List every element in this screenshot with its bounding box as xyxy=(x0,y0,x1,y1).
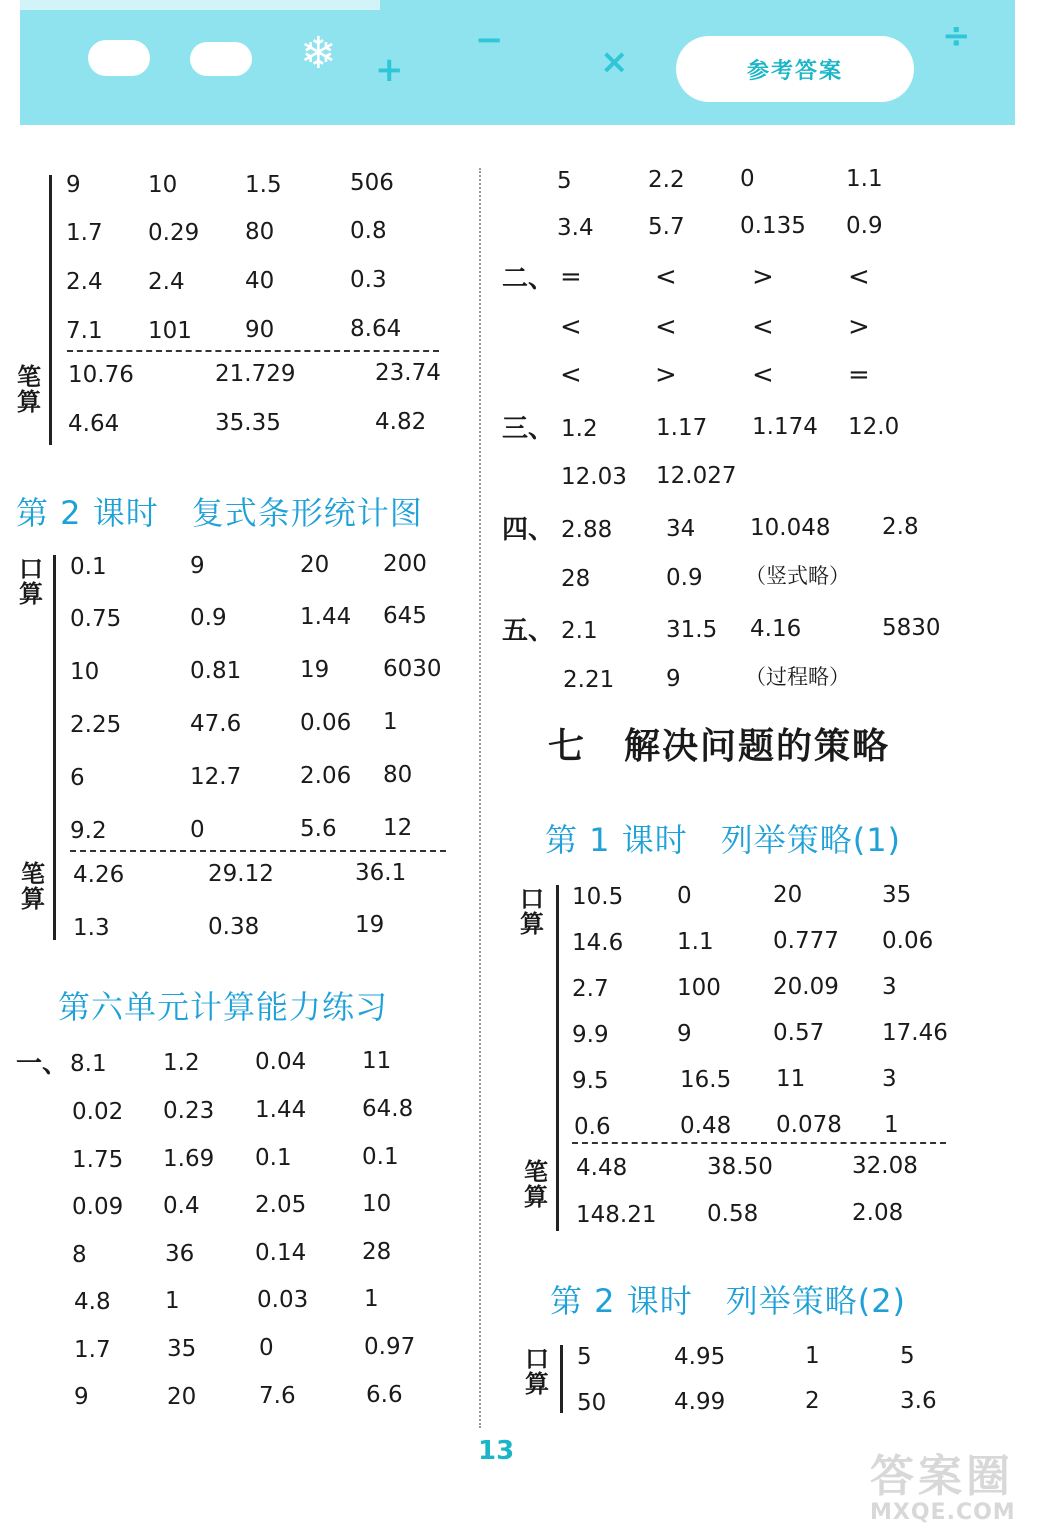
lesson2-dash xyxy=(70,850,446,852)
cell: 2.25 xyxy=(70,712,122,738)
cell: 9 xyxy=(190,553,205,579)
compare-sign: = xyxy=(560,262,582,292)
cell: 28 xyxy=(561,566,591,592)
compare-sign: < xyxy=(752,312,774,342)
cell: 23.74 xyxy=(375,360,441,386)
lesson2-oral-label: 口算 xyxy=(19,555,43,609)
block1-dash xyxy=(67,350,439,352)
cell: 10.76 xyxy=(68,362,134,388)
cell: 9 xyxy=(666,666,681,692)
unit6-title: 第六单元计算能力练习 xyxy=(58,988,389,1026)
cell: 0.38 xyxy=(208,914,260,940)
cell: 0.1 xyxy=(362,1144,399,1170)
cell: 9 xyxy=(66,172,81,198)
banner-highlight xyxy=(20,0,380,10)
cell: 5.6 xyxy=(300,816,337,842)
cell: 1 xyxy=(364,1286,379,1312)
cell: 4.48 xyxy=(576,1155,628,1181)
lesson1-written-label: 笔算 xyxy=(524,1158,548,1212)
cell: 0 xyxy=(259,1335,274,1361)
cell: 0.48 xyxy=(680,1113,732,1139)
cell: 20 xyxy=(773,882,803,908)
cell: 12 xyxy=(383,815,413,841)
cell: 32.08 xyxy=(852,1153,918,1179)
divide-icon: ÷ xyxy=(942,16,971,56)
cell: 3.6 xyxy=(900,1388,937,1414)
cell: 0.9 xyxy=(190,605,227,631)
cell: 1.7 xyxy=(74,1337,111,1363)
cell: 645 xyxy=(383,603,427,629)
cell: 64.8 xyxy=(362,1096,414,1122)
cell: 0 xyxy=(740,166,755,192)
cell: 6030 xyxy=(383,656,442,682)
cell: 4.16 xyxy=(750,616,802,642)
cell: 6 xyxy=(70,765,85,791)
cell: 5830 xyxy=(882,615,941,641)
minus-icon: − xyxy=(475,20,504,60)
cell: 35 xyxy=(882,882,912,908)
cell: 6.6 xyxy=(366,1382,403,1408)
cell: 0.9 xyxy=(666,565,703,591)
cell: 0.81 xyxy=(190,658,242,684)
cell: 9 xyxy=(677,1021,692,1047)
compare-sign: < xyxy=(655,262,677,292)
cell: 0.09 xyxy=(72,1194,124,1220)
cell: 0.1 xyxy=(70,554,107,580)
lesson2-strategy-bar xyxy=(560,1345,563,1413)
cell: 2.08 xyxy=(852,1200,904,1226)
cell: 9 xyxy=(74,1384,89,1410)
cell: 5 xyxy=(577,1344,592,1370)
cell: 7.1 xyxy=(66,318,103,344)
cell: 0.135 xyxy=(740,213,806,239)
cell: 0.23 xyxy=(163,1098,215,1124)
cell: 2.7 xyxy=(572,976,609,1002)
cell: 16.5 xyxy=(680,1067,732,1093)
cell: 11 xyxy=(362,1048,392,1074)
cell: 1 xyxy=(165,1288,180,1314)
cell: 0.29 xyxy=(148,220,200,246)
note: （过程略） xyxy=(745,665,850,689)
cell: 506 xyxy=(350,170,394,196)
cell: 5 xyxy=(557,168,572,194)
cell: 0.06 xyxy=(300,710,352,736)
cell: 12.7 xyxy=(190,764,242,790)
cell: 0.3 xyxy=(350,267,387,293)
cell: 2.1 xyxy=(561,618,598,644)
lesson2-strategy-oral-label: 口算 xyxy=(525,1345,549,1399)
cell: 0.6 xyxy=(574,1114,611,1140)
cell: 1 xyxy=(383,709,398,735)
cell: 0.97 xyxy=(364,1334,416,1360)
cell: 0.04 xyxy=(255,1049,307,1075)
lesson2-written-label: 笔算 xyxy=(21,860,45,914)
cell: 1.1 xyxy=(677,929,714,955)
cell: 36 xyxy=(165,1241,195,1267)
cell: 12.03 xyxy=(561,464,627,490)
cell: 29.12 xyxy=(208,861,274,887)
cell: 2.06 xyxy=(300,763,352,789)
cell: 5 xyxy=(900,1343,915,1369)
q5-label: 五、 xyxy=(502,616,555,646)
q3-label: 三、 xyxy=(502,414,555,444)
cell: 200 xyxy=(383,551,427,577)
cell: 0.078 xyxy=(776,1112,842,1138)
cell: 2.4 xyxy=(66,269,103,295)
cell: 1.75 xyxy=(72,1147,124,1173)
q4-label: 四、 xyxy=(502,515,555,545)
plus-icon: + xyxy=(375,50,404,90)
cell: 36.1 xyxy=(355,860,407,886)
lesson1-oral-label: 口算 xyxy=(520,885,544,939)
cell: 7.6 xyxy=(259,1383,296,1409)
cell: 20 xyxy=(167,1384,197,1410)
compare-sign: = xyxy=(848,360,870,390)
cell: 40 xyxy=(245,268,275,294)
cell: 8.1 xyxy=(70,1051,107,1077)
cell: 31.5 xyxy=(666,617,718,643)
cell: 100 xyxy=(677,975,721,1001)
compare-sign: < xyxy=(848,262,870,292)
lesson1-bar xyxy=(556,885,559,1231)
cell: 0 xyxy=(190,817,205,843)
cell: 1.174 xyxy=(752,414,818,440)
block1-written-label: 笔算 xyxy=(17,363,41,417)
cell: 5.7 xyxy=(648,214,685,240)
cell: 0.14 xyxy=(255,1240,307,1266)
cell: 0.58 xyxy=(707,1201,759,1227)
cell: 2.21 xyxy=(563,667,615,693)
cell: 14.6 xyxy=(572,930,624,956)
cell: 19 xyxy=(355,912,385,938)
cell: 35.35 xyxy=(215,410,281,436)
cell: 1.17 xyxy=(656,415,708,441)
cell: 47.6 xyxy=(190,711,242,737)
note: （竖式略） xyxy=(745,564,850,588)
column-divider xyxy=(479,168,481,1428)
cell: 4.64 xyxy=(68,411,120,437)
cell: 1.5 xyxy=(245,172,282,198)
cell: 11 xyxy=(776,1066,806,1092)
cell: 1.1 xyxy=(846,166,883,192)
cell: 0.9 xyxy=(846,213,883,239)
cell: 0.03 xyxy=(257,1287,309,1313)
cell: 20 xyxy=(300,552,330,578)
cell: 90 xyxy=(245,317,275,343)
cell: 0.06 xyxy=(882,928,934,954)
cell: 0.75 xyxy=(70,606,122,632)
cell: 10 xyxy=(362,1191,392,1217)
answer-key-badge: 参考答案 xyxy=(676,36,914,102)
cell: 3.4 xyxy=(557,215,594,241)
cell: 20.09 xyxy=(773,974,839,1000)
cell: 9.5 xyxy=(572,1068,609,1094)
cell: 0.8 xyxy=(350,218,387,244)
watermark-logo xyxy=(870,1440,1020,1530)
cell: 9.2 xyxy=(70,818,107,844)
cell: 0.1 xyxy=(255,1145,292,1171)
compare-sign: < xyxy=(655,312,677,342)
watermark-text: 答案圈 xyxy=(870,1451,1014,1502)
cell: 28 xyxy=(362,1239,392,1265)
cell: 1.2 xyxy=(163,1050,200,1076)
cell: 2.8 xyxy=(882,514,919,540)
cell: 0.02 xyxy=(72,1099,124,1125)
compare-sign: > xyxy=(752,262,774,292)
cell: 21.729 xyxy=(215,361,296,387)
compare-sign: < xyxy=(752,360,774,390)
cell: 50 xyxy=(577,1390,607,1416)
cell: 0.777 xyxy=(773,928,839,954)
cell: 35 xyxy=(167,1336,197,1362)
compare-sign: < xyxy=(560,312,582,342)
cell: 19 xyxy=(300,657,330,683)
cell: 10.048 xyxy=(750,515,831,541)
compare-sign: < xyxy=(560,360,582,390)
q2-label: 二、 xyxy=(502,264,555,294)
cell: 1.2 xyxy=(561,416,598,442)
cell: 4.26 xyxy=(73,862,125,888)
cell: 3 xyxy=(882,974,897,1000)
cell: 101 xyxy=(148,318,192,344)
cloud-icon xyxy=(190,42,252,76)
cell: 10 xyxy=(148,172,178,198)
compare-sign: > xyxy=(655,360,677,390)
cell: 1.44 xyxy=(300,604,352,630)
cell: 12.0 xyxy=(848,414,900,440)
lesson1-title: 第 1 课时 列举策略(1) xyxy=(545,821,902,859)
page-number: 13 xyxy=(478,1436,515,1466)
cell: 4.95 xyxy=(674,1344,726,1370)
cell: 1.7 xyxy=(66,220,103,246)
snowflake-icon: ❄ xyxy=(300,28,337,79)
cell: 2.4 xyxy=(148,269,185,295)
lesson2-title: 第 2 课时 复式条形统计图 xyxy=(16,494,423,532)
cell: 34 xyxy=(666,516,696,542)
cell: 1.44 xyxy=(255,1097,307,1123)
cell: 2 xyxy=(805,1388,820,1414)
compare-sign: > xyxy=(848,312,870,342)
cell: 4.8 xyxy=(74,1289,111,1315)
cell: 0 xyxy=(677,883,692,909)
cell: 80 xyxy=(245,219,275,245)
cell: 9.9 xyxy=(572,1022,609,1048)
cell: 8.64 xyxy=(350,316,402,342)
times-icon: × xyxy=(600,42,629,82)
cell: 8 xyxy=(72,1242,87,1268)
lesson2-bar xyxy=(53,555,56,940)
cell: 38.50 xyxy=(707,1154,773,1180)
unit6-q1-label: 一、 xyxy=(16,1049,69,1079)
cell: 10.5 xyxy=(572,884,624,910)
cell: 0.4 xyxy=(163,1193,200,1219)
cell: 1 xyxy=(884,1112,899,1138)
cell: 80 xyxy=(383,762,413,788)
cell: 2.88 xyxy=(561,517,613,543)
lesson2-strategy-title: 第 2 课时 列举策略(2) xyxy=(550,1282,907,1320)
unit7-title: 七 解决问题的策略 xyxy=(548,726,891,767)
cell: 2.2 xyxy=(648,167,685,193)
cloud-icon xyxy=(88,40,150,76)
cell: 148.21 xyxy=(576,1202,657,1228)
cell: 1.3 xyxy=(73,915,110,941)
cell: 10 xyxy=(70,659,100,685)
cell: 0.57 xyxy=(773,1020,825,1046)
cell: 12.027 xyxy=(656,463,737,489)
cell: 1 xyxy=(805,1343,820,1369)
lesson1-dash xyxy=(572,1142,946,1144)
cell: 17.46 xyxy=(882,1020,948,1046)
cell: 3 xyxy=(882,1066,897,1092)
cell: 2.05 xyxy=(255,1192,307,1218)
cell: 4.82 xyxy=(375,409,427,435)
watermark-url: MXQE.COM xyxy=(870,1500,1016,1525)
block1-bar xyxy=(49,175,52,445)
cell: 1.69 xyxy=(163,1146,215,1172)
cell: 4.99 xyxy=(674,1389,726,1415)
